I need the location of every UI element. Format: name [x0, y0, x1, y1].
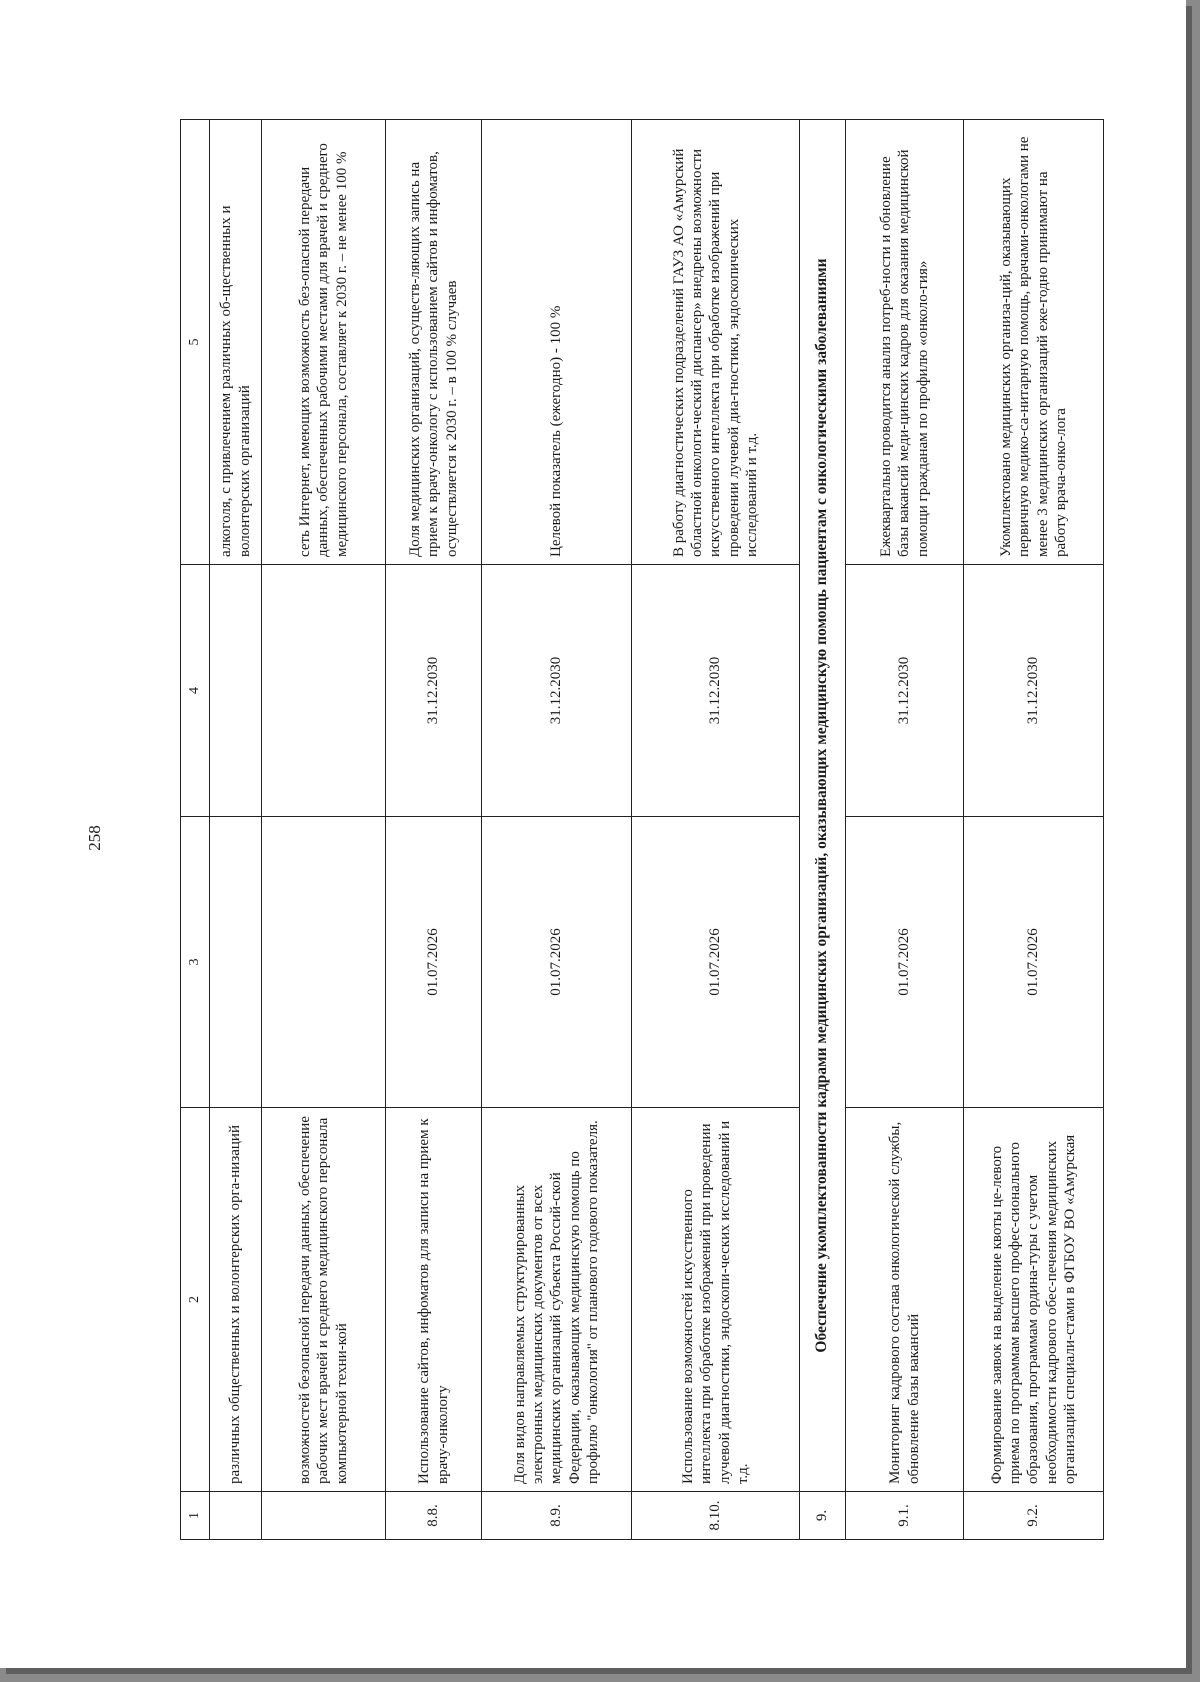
row-number: 9.1. — [846, 1492, 964, 1540]
row-number: 9.2. — [964, 1492, 1104, 1540]
row-action: Использование сайтов, инфоматов для записи на прием к врачу-онкологу — [386, 1108, 482, 1492]
table-row — [386, 120, 482, 1540]
row-result: сеть Интернет, имеющих возможность без-опасной передачи данных, обеспеченных рабочими местами для врачей и среднего медицинского персонала, составляет к 2030 г. – не менее 100 % — [262, 120, 386, 565]
row-start-date: 01.07.2026 — [964, 817, 1104, 1108]
row-end-date — [210, 565, 262, 817]
column-number-5: 5 — [181, 120, 210, 565]
row-result: Ежеквартально проводится анализ потреб-ности и обновление базы вакансий меди-цинских кадров для оказания медицинской помощи гражданам по профилю «онколо-гия» — [846, 120, 964, 565]
row-action: Использование возможностей искусственного интеллекта при обработке изображений при проведении лучевой диагностики, эндоскопи-ческих исследований и т.д. — [632, 1108, 800, 1492]
table-row — [262, 120, 386, 1540]
row-start-date — [210, 817, 262, 1108]
row-action: Формирование заявок на выделение квоты це-левого приема по программам высшего профес-сионального образования, программам ордина-туры с учетом необходимости кадрового обес-печения медицинских организаций специали-стами в ФГБОУ ВО «Амурская — [964, 1108, 1104, 1492]
row-action: различных общественных и волонтерских орга-низаций — [210, 1108, 262, 1492]
row-start-date: 01.07.2026 — [386, 817, 482, 1108]
page-number: 258 — [84, 825, 104, 851]
row-number: 8.10. — [632, 1492, 800, 1540]
table-row — [210, 120, 262, 1540]
column-number-3: 3 — [181, 817, 210, 1108]
row-result: Целевой показатель (ежегодно) - 100 % — [482, 120, 632, 565]
row-end-date: 31.12.2030 — [386, 565, 482, 817]
row-start-date: 01.07.2026 — [632, 817, 800, 1108]
row-action: возможностей безопасной передачи данных, обеспечение рабочих мест врачей и среднего медицинского персонала компьютерной техни-кой — [262, 1108, 386, 1492]
row-end-date — [262, 565, 386, 817]
table-header-row — [181, 120, 210, 1540]
section-number: 9. — [800, 1492, 846, 1540]
table-row — [632, 120, 800, 1540]
row-result: В работу диагностических подразделений ГАУЗ АО «Амурский областной онкологи-ческий диспансер» внедрены возможности искусственного интеллекта при обработке изображений при проведении лучевой диа-гностики, эндоскопических исследований и т.д. — [632, 120, 800, 565]
row-start-date: 01.07.2026 — [846, 817, 964, 1108]
column-number-1: 1 — [181, 1492, 210, 1540]
row-number: 8.8. — [386, 1492, 482, 1540]
row-number: 8.9. — [482, 1492, 632, 1540]
row-end-date: 31.12.2030 — [964, 565, 1104, 817]
row-result: алкоголя, с привлечением различных об-щественных и волонтерских организаций — [210, 120, 262, 565]
row-number — [262, 1492, 386, 1540]
table-row — [846, 120, 964, 1540]
row-action: Доля видов направляемых структурированных электронных медицинских документов от всех медицинских организаций субъекта Россий-ской Федерации, оказывающих медицинскую помощь по профилю "онкология" от планового годового показателя. — [482, 1108, 632, 1492]
row-end-date: 31.12.2030 — [482, 565, 632, 817]
column-number-2: 2 — [181, 1108, 210, 1492]
row-action: Мониторинг кадрового состава онкологической службы, обновление базы вакансий — [846, 1108, 964, 1492]
table-row — [964, 120, 1104, 1540]
row-start-date: 01.07.2026 — [482, 817, 632, 1108]
row-end-date: 31.12.2030 — [846, 565, 964, 817]
section-title: Обеспечение укомплектованности кадрами медицинских организаций, оказывающих медицинскую помощь пациентам с онкологическими заболеваниями — [800, 120, 846, 1492]
rotated-table-container — [180, 120, 1200, 1540]
row-result: Укомплектовано медицинских организа-ций, оказывающих первичную медико-са-нитарную помощь, врачами-онкологами не менее 3 медицинских организаций еже-годно принимают на работу врача-онко-лога — [964, 120, 1104, 565]
section-heading-row — [800, 120, 846, 1540]
row-result: Доля медицинских организаций, осуществ-ляющих запись на прием к врачу-онкологу с использованием сайтов и инфоматов, осуществляется к 2030 г. – в 100 % случаев — [386, 120, 482, 565]
row-number — [210, 1492, 262, 1540]
row-start-date — [262, 817, 386, 1108]
row-end-date: 31.12.2030 — [632, 565, 800, 817]
action-plan-table — [180, 119, 1104, 1540]
table-row — [482, 120, 632, 1540]
column-number-4: 4 — [181, 565, 210, 817]
